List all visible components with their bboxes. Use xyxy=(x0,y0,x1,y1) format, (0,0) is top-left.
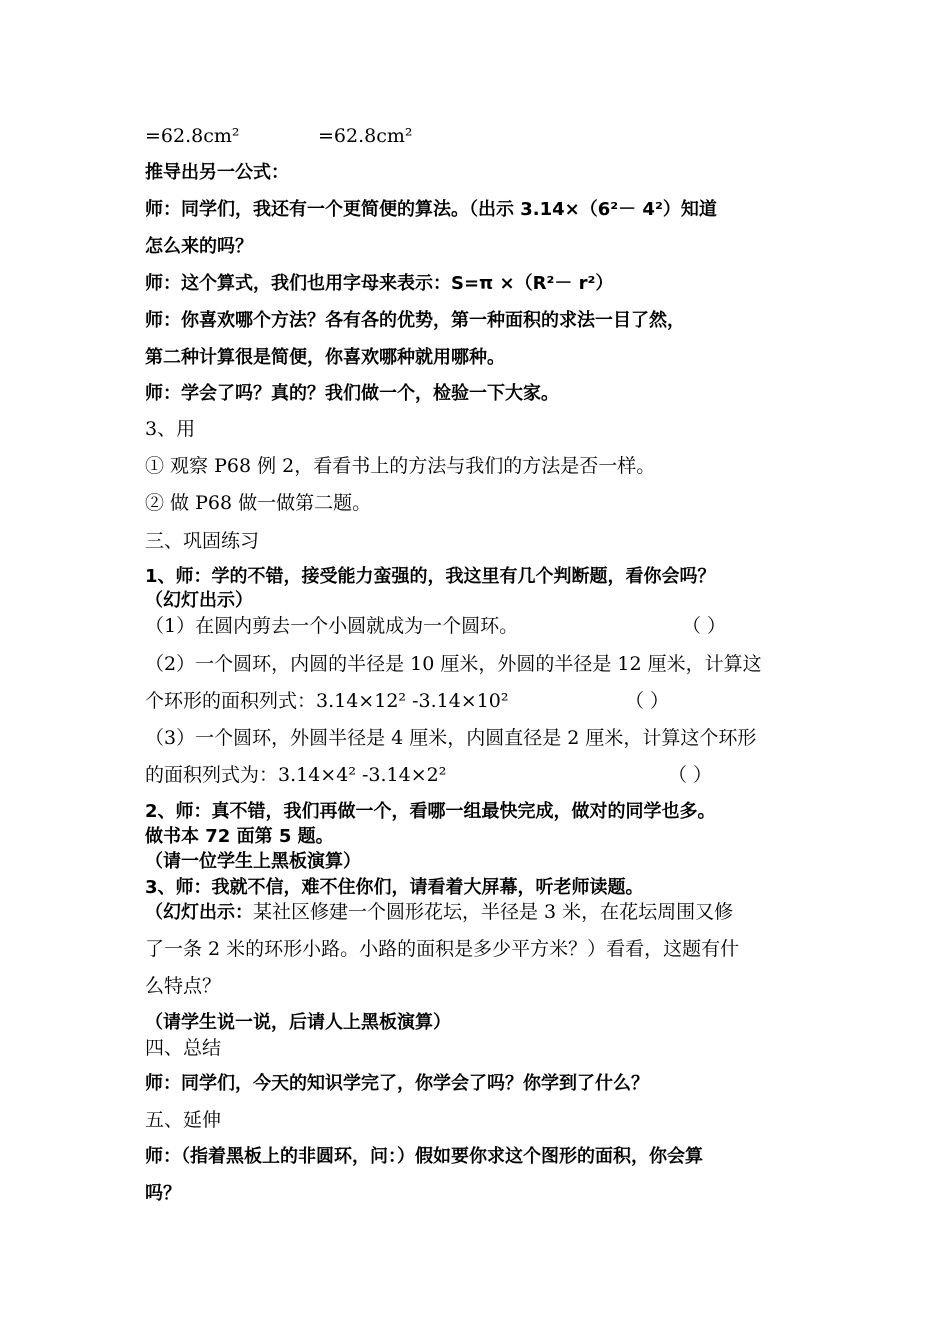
teacher-line: 第二种计算很是简便，你喜欢哪种就用哪种。 xyxy=(145,347,505,368)
teacher-line: 师：这个算式，我们也用字母来表示：S=π ×（R²－ r²） xyxy=(145,273,614,294)
teacher-line: （幻灯出示） xyxy=(145,590,253,611)
judgment-question: （3）一个圆环，外圆半径是 4 厘米，内圆直径是 2 厘米，计算这个环形 xyxy=(145,727,757,749)
judgment-question: 的面积列式为：3.14×4² -3.14×2² xyxy=(145,764,447,786)
area-result-1: =62.8cm² xyxy=(145,125,240,147)
teacher-line: 师：同学们，今天的知识学完了，你学会了吗？你学到了什么？ xyxy=(145,1073,649,1094)
section-heading: 四、总结 xyxy=(145,1037,222,1059)
teacher-line: 1、师：学的不错，接受能力蛮强的，我这里有几个判断题，看你会吗？ xyxy=(145,566,716,587)
slide-label: （幻灯出示： xyxy=(145,902,253,923)
list-item: ② 做 P68 做一做第二题。 xyxy=(145,492,372,514)
teacher-line: 吗？ xyxy=(145,1183,181,1204)
judgment-question: （1）在圆内剪去一个小圆就成为一个圆环。 xyxy=(145,615,519,637)
slide-problem-line xyxy=(145,903,733,922)
teacher-line: 师：学会了吗？真的？我们做一个，检验一下大家。 xyxy=(145,383,559,404)
answer-bracket: （ ） xyxy=(682,615,727,637)
judgment-question: 个环形的面积列式：3.14×12² -3.14×10² xyxy=(145,690,509,712)
section-heading: 3、用 xyxy=(145,418,196,440)
answer-bracket: （ ） xyxy=(625,690,670,712)
section-heading: 五、延伸 xyxy=(145,1109,222,1131)
answer-bracket: （ ） xyxy=(668,764,713,786)
teacher-line: 师：同学们，我还有一个更简便的算法。（出示 3.14×（6²－ 4²）知道 xyxy=(145,199,717,220)
problem-text: 某社区修建一个圆形花坛，半径是 3 米，在花坛周围又修 xyxy=(253,901,734,923)
section-heading: 三、巩固练习 xyxy=(145,530,260,552)
problem-text: 么特点？ xyxy=(145,975,222,997)
teacher-line: （请学生说一说，后请人上黑板演算） xyxy=(145,1012,451,1033)
teacher-line: 怎么来的吗？ xyxy=(145,236,253,257)
list-item: ① 观察 P68 例 2，看看书上的方法与我们的方法是否一样。 xyxy=(145,455,656,477)
area-result-2: =62.8cm² xyxy=(318,125,413,147)
judgment-question: （2）一个圆环，内圆的半径是 10 厘米，外圆的半径是 12 厘米，计算这 xyxy=(145,653,762,675)
teacher-line: 3、师：我就不信，难不住你们，请看着大屏幕，听老师读题。 xyxy=(145,877,644,898)
problem-text: 了一条 2 米的环形小路。小路的面积是多少平方米？）看看，这题有什 xyxy=(145,938,740,960)
teacher-line: 2、师：真不错，我们再做一个，看哪一组最快完成，做对的同学也多。 xyxy=(145,801,716,822)
derive-formula-heading: 推导出另一公式： xyxy=(145,162,289,183)
teacher-line: （请一位学生上黑板演算） xyxy=(145,851,361,872)
teacher-line: 师：（指着黑板上的非圆环，问：）假如要你求这个图形的面积，你会算 xyxy=(145,1146,703,1167)
teacher-line: 师：你喜欢哪个方法？各有各的优势，第一种面积的求法一目了然， xyxy=(145,310,685,331)
teacher-line: 做书本 72 面第 5 题。 xyxy=(145,826,334,847)
